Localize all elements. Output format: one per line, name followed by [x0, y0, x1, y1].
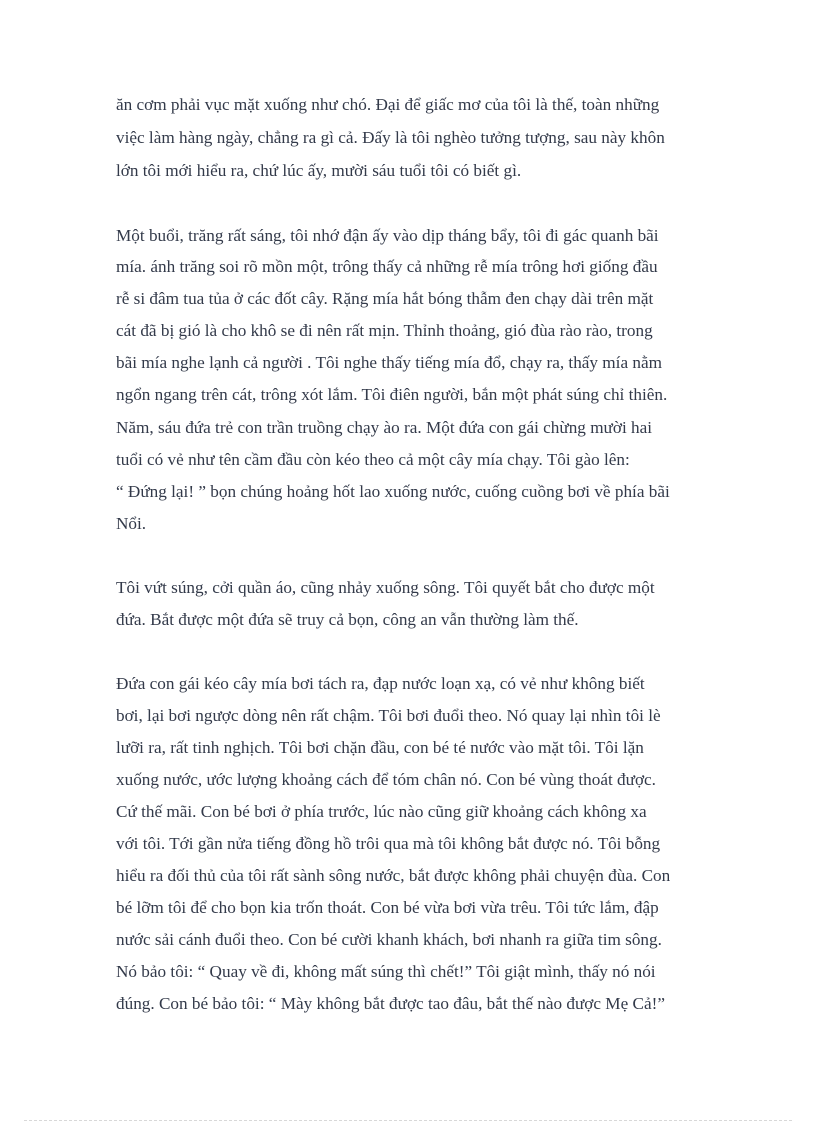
text-line: hiểu ra đối thủ của tôi rất sành sông nước, bắt được không phải chuyện đùa. Con	[116, 866, 671, 885]
text-line: đứa. Bắt được một đứa sẽ truy cả bọn, công an vẫn thường làm thế.	[116, 610, 579, 629]
text-line: cát đã bị gió là cho khô se đi nên rất mịn. Thỉnh thoảng, gió đùa rào rào, trong	[116, 321, 653, 340]
text-line: đúng. Con bé bảo tôi: “ Mày không bắt được tao đâu, bắt thế nào được Mẹ Cả!”	[116, 994, 665, 1013]
text-line: lớn tôi mới hiểu ra, chứ lúc ấy, mười sáu tuổi tôi có biết gì.	[116, 161, 522, 180]
text-line: “ Đứng lại! ” bọn chúng hoảng hốt lao xuống nước, cuống cuồng bơi về phía bãi	[116, 482, 670, 501]
text-line: Cứ thế mãi. Con bé bơi ở phía trước, lúc nào cũng giữ khoảng cách không xa	[116, 802, 647, 821]
text-line: Một buổi, trăng rất sáng, tôi nhớ đận ấy vào dịp tháng bẩy, tôi đi gác quanh bãi	[116, 226, 659, 245]
text-line: bé lỡm tôi để cho bọn kia trốn thoát. Con bé vừa bơi vừa trêu. Tôi tức lắm, đập	[116, 898, 659, 917]
text-line: Năm, sáu đứa trẻ con trần truồng chạy ào ra. Một đứa con gái chừng mười hai	[116, 418, 653, 437]
text-line: nước sải cánh đuổi theo. Con bé cười khanh khách, bơi nhanh ra giữa tim sông.	[116, 930, 662, 949]
text-line: việc làm hàng ngày, chẳng ra gì cả. Đấy là tôi nghèo tưởng tượng, sau này khôn	[116, 128, 665, 147]
page-bottom-divider	[24, 1120, 792, 1121]
text-line: Tôi vứt súng, cởi quần áo, cũng nhảy xuống sông. Tôi quyết bắt cho được một	[116, 578, 655, 597]
text-line: bơi, lại bơi ngược dòng nên rất chậm. Tôi bơi đuổi theo. Nó quay lại nhìn tôi lè	[116, 706, 661, 725]
text-line: ngổn ngang trên cát, trông xót lắm. Tôi điên người, bắn một phát súng chỉ thiên.	[116, 385, 668, 404]
text-line: với tôi. Tới gần nửa tiếng đồng hồ trôi qua mà tôi không bắt được nó. Tôi bỗng	[116, 834, 661, 853]
text-line: mía. ánh trăng soi rõ mồn một, trông thấy cả những rễ mía trông hơi giống đầu	[116, 257, 658, 276]
text-line: Nó bảo tôi: “ Quay về đi, không mất súng thì chết!” Tôi giật mình, thấy nó nói	[116, 962, 656, 981]
text-line: Nổi.	[116, 514, 147, 533]
text-line: tuổi có vẻ như tên cầm đầu còn kéo theo cả một cây mía chạy. Tôi gào lên:	[116, 450, 630, 469]
text-line: xuống nước, ước lượng khoảng cách để tóm chân nó. Con bé vùng thoát được.	[116, 770, 656, 789]
text-line: ăn cơm phải vục mặt xuống như chó. Đại để giấc mơ của tôi là thế, toàn những	[116, 95, 660, 114]
text-line: bãi mía nghe lạnh cả người . Tôi nghe thấy tiếng mía đổ, chạy ra, thấy mía nằm	[116, 353, 662, 372]
text-line: lưỡi ra, rất tinh nghịch. Tôi bơi chặn đầu, con bé té nước vào mặt tôi. Tôi lặn	[116, 738, 644, 757]
text-line: Đứa con gái kéo cây mía bơi tách ra, đạp nước loạn xạ, có vẻ như không biết	[116, 674, 645, 693]
text-line: rễ si đâm tua tủa ở các đốt cây. Rặng mía hắt bóng thẫm đen chạy dài trên mặt	[116, 289, 654, 308]
